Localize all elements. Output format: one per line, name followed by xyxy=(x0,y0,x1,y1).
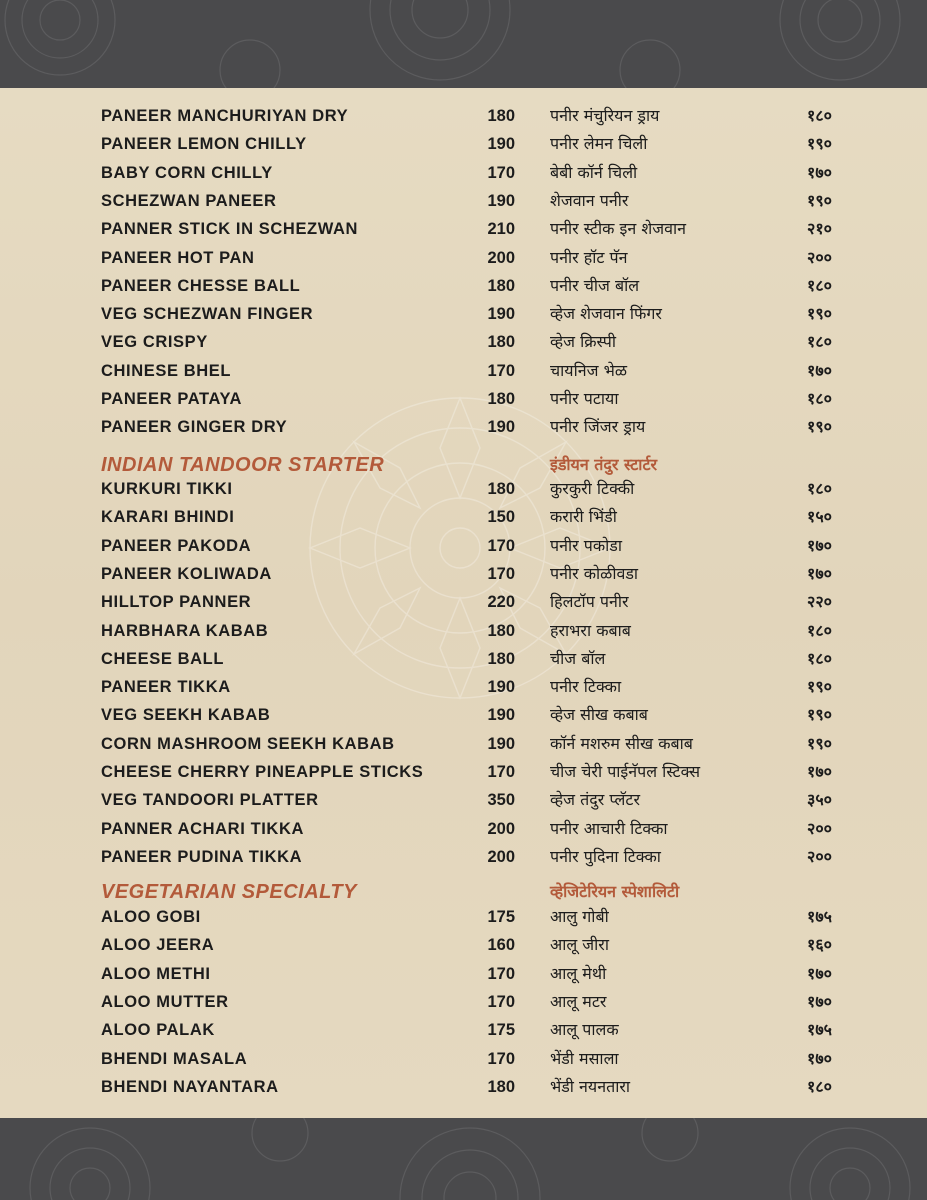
menu-item-row xyxy=(0,730,927,758)
menu-item-row xyxy=(0,475,927,503)
item-name-hi: चीज चेरी पाईनॅपल स्टिक्स xyxy=(550,762,701,781)
item-price: 180 xyxy=(487,1077,515,1096)
item-price-hi: १९० xyxy=(807,705,832,725)
menu-item-row xyxy=(0,159,927,187)
item-price-hi: १९० xyxy=(807,733,832,753)
item-price: 170 xyxy=(487,564,515,583)
menu-page xyxy=(0,88,927,1118)
item-name-en: CHINESE BHEL xyxy=(101,361,232,380)
item-price: 160 xyxy=(487,936,515,955)
item-name-en: ALOO METHI xyxy=(101,964,211,983)
section-title-en: VEGETARIAN SPECIALTY xyxy=(101,881,357,903)
item-name-hi: पनीर पकोडा xyxy=(550,535,622,555)
item-price: 220 xyxy=(487,593,515,612)
item-name-hi: व्हेज तंदुर प्लॅटर xyxy=(550,790,640,810)
item-price: 210 xyxy=(487,220,515,239)
item-price-hi: १७० xyxy=(807,535,832,555)
item-price: 190 xyxy=(487,418,515,437)
item-price: 170 xyxy=(487,992,515,1011)
item-name-hi: व्हेज क्रिस्पी xyxy=(550,332,616,352)
item-price: 190 xyxy=(487,678,515,697)
item-name-en: PANEER KOLIWADA xyxy=(101,564,272,583)
item-name-hi: पनीर टिक्का xyxy=(550,677,622,697)
item-name-hi: चीज बॉल xyxy=(550,648,606,668)
item-price: 190 xyxy=(487,305,515,324)
item-name-hi: पनीर जिंजर ड्राय xyxy=(550,417,646,437)
item-price: 200 xyxy=(487,248,515,267)
item-price: 190 xyxy=(487,191,515,210)
item-price: 170 xyxy=(487,536,515,555)
item-name-en: PANEER GINGER DRY xyxy=(101,418,288,437)
menu-item-row xyxy=(0,385,927,413)
item-price-hi: १७० xyxy=(807,963,832,983)
item-price-hi: २०० xyxy=(807,247,832,267)
menu-item-row xyxy=(0,1016,927,1044)
item-name-hi: आलू पालक xyxy=(550,1020,619,1040)
item-name-hi: आलू मटर xyxy=(550,991,607,1011)
item-name-hi: चायनिज भेळ xyxy=(550,360,627,380)
item-name-hi: भेंडी मसाला xyxy=(550,1048,619,1068)
item-name-en: SCHEZWAN PANEER xyxy=(101,191,277,210)
menu-item-row xyxy=(0,701,927,729)
item-price-hi: १६० xyxy=(807,935,832,955)
item-name-hi: भेंडी नयनतारा xyxy=(550,1076,631,1096)
item-name-hi: पनीर कोळीवडा xyxy=(550,563,639,583)
menu-item-row xyxy=(0,300,927,328)
item-price: 350 xyxy=(487,791,515,810)
item-price-hi: १९० xyxy=(807,417,832,437)
item-name-hi: करारी भिंडी xyxy=(550,507,617,527)
menu-item-row xyxy=(0,988,927,1016)
menu-item-row xyxy=(0,645,927,673)
item-price-hi: १९० xyxy=(807,304,832,324)
item-price: 190 xyxy=(487,706,515,725)
menu-item-row xyxy=(0,617,927,645)
menu-item-row xyxy=(0,843,927,871)
menu-item-row xyxy=(0,503,927,531)
item-name-hi: पनीर लेमन चिली xyxy=(550,134,648,154)
item-price-hi: ३५० xyxy=(807,790,832,810)
menu-item-row xyxy=(0,960,927,988)
item-price-hi: १८० xyxy=(807,620,832,640)
menu-item-row xyxy=(0,673,927,701)
menu-item-row xyxy=(0,758,927,786)
item-name-en: PANEER TIKKA xyxy=(101,678,231,697)
item-price: 190 xyxy=(487,135,515,154)
item-price-hi: १७५ xyxy=(807,1020,832,1040)
item-price-hi: १९० xyxy=(807,134,832,154)
item-price-hi: १८० xyxy=(807,479,832,498)
item-name-en: HARBHARA KABAB xyxy=(101,621,269,640)
menu-item-row xyxy=(0,931,927,959)
item-name-hi: पनीर पुदिना टिक्का xyxy=(550,846,661,866)
menu-item-row xyxy=(0,215,927,243)
item-name-en: PANEER HOT PAN xyxy=(101,248,255,267)
item-price-hi: २२० xyxy=(807,592,832,612)
menu-item-row xyxy=(0,1073,927,1101)
item-price-hi: १८० xyxy=(807,275,832,295)
item-name-hi: हिलटॉप पनीर xyxy=(550,592,629,612)
item-price: 180 xyxy=(487,480,515,498)
menu-item-row xyxy=(0,102,927,130)
item-name-hi: पनीर चीज बॉल xyxy=(550,275,640,295)
menu-item-row xyxy=(0,588,927,616)
item-price: 170 xyxy=(487,163,515,182)
item-price-hi: १७० xyxy=(807,762,832,781)
section-title-hi: व्हेजिटेरियन स्पेशालिटी xyxy=(550,882,680,901)
item-name-hi: पनीर मंचुरियन ड्राय xyxy=(550,106,660,125)
item-name-en: PANEER PATAYA xyxy=(101,390,243,408)
item-name-en: ALOO JEERA xyxy=(101,936,215,955)
item-price: 170 xyxy=(487,361,515,380)
section-heading xyxy=(0,450,927,478)
menu-item-row xyxy=(0,903,927,931)
item-price: 190 xyxy=(487,734,515,753)
menu-item-row xyxy=(0,244,927,272)
item-name-hi: पनीर स्टीक इन शेजवान xyxy=(550,219,687,239)
item-price-hi: १७० xyxy=(807,991,832,1011)
item-price-hi: १९० xyxy=(807,190,832,210)
item-name-hi: कॉर्न मशरुम सीख कबाब xyxy=(550,733,693,753)
item-name-en: KARARI BHINDI xyxy=(101,508,235,527)
item-name-hi: पनीर हॉट पॅन xyxy=(550,247,628,267)
item-price-hi: १७० xyxy=(807,162,832,182)
item-name-en: PANNER ACHARI TIKKA xyxy=(101,819,304,838)
menu-item-row xyxy=(0,413,927,441)
item-price-hi: २०० xyxy=(807,846,832,866)
top-decorative-band xyxy=(0,0,927,88)
item-price-hi: १८० xyxy=(807,332,832,352)
item-name-en: PANEER CHESSE BALL xyxy=(101,276,301,295)
menu-item-row xyxy=(0,815,927,843)
mandala-pattern-top xyxy=(0,0,927,88)
item-price: 180 xyxy=(487,107,515,125)
item-price-hi: २०० xyxy=(807,818,832,838)
item-price: 200 xyxy=(487,847,515,866)
item-name-en: PANEER LEMON CHILLY xyxy=(101,135,307,154)
menu-item-row xyxy=(0,272,927,300)
item-price-hi: १८० xyxy=(807,106,832,125)
item-price-hi: १७० xyxy=(807,1048,832,1068)
item-name-hi: आलू जीरा xyxy=(550,935,609,955)
item-price: 180 xyxy=(487,621,515,640)
menu-item-row xyxy=(0,357,927,385)
item-price: 170 xyxy=(487,964,515,983)
item-price: 150 xyxy=(487,508,515,527)
item-price: 175 xyxy=(487,908,515,926)
item-name-hi: बेबी कॉर्न चिली xyxy=(550,162,638,182)
menu-item-row xyxy=(0,786,927,814)
item-price-hi: १७५ xyxy=(807,907,832,926)
item-price: 180 xyxy=(487,390,515,408)
item-price: 170 xyxy=(487,763,515,781)
item-name-en: KURKURI TIKKI xyxy=(101,480,233,498)
item-name-en: VEG SCHEZWAN FINGER xyxy=(101,305,314,324)
mandala-pattern-bottom xyxy=(0,1118,927,1200)
item-name-en: PANEER PUDINA TIKKA xyxy=(101,847,303,866)
item-name-en: BHENDI NAYANTARA xyxy=(101,1077,279,1096)
section-title-en: INDIAN TANDOOR STARTER xyxy=(101,454,385,476)
item-name-en: CHEESE BALL xyxy=(101,649,225,668)
item-name-hi: आलू मेथी xyxy=(550,963,607,983)
item-name-en: CORN MASHROOM SEEKH KABAB xyxy=(101,734,395,753)
item-name-hi: पनीर पटाया xyxy=(550,389,619,408)
item-name-hi: कुरकुरी टिक्की xyxy=(550,479,635,498)
menu-item-row xyxy=(0,130,927,158)
item-price: 180 xyxy=(487,333,515,352)
item-name-en: VEG TANDOORI PLATTER xyxy=(101,791,319,810)
menu-item-row xyxy=(0,560,927,588)
item-price: 200 xyxy=(487,819,515,838)
item-name-en: BHENDI MASALA xyxy=(101,1049,248,1068)
menu-item-row xyxy=(0,1045,927,1073)
menu-item-row xyxy=(0,187,927,215)
item-name-hi: व्हेज सीख कबाब xyxy=(550,705,648,725)
item-name-hi: हराभरा कबाब xyxy=(550,620,631,640)
item-price: 180 xyxy=(487,276,515,295)
bottom-decorative-band xyxy=(0,1118,927,1200)
item-price-hi: १८० xyxy=(807,1076,832,1096)
item-name-en: VEG SEEKH KABAB xyxy=(101,706,271,725)
section-title-hi: इंडीयन तंदुर स्टार्टर xyxy=(550,455,658,474)
item-price-hi: २१० xyxy=(807,219,832,239)
item-name-en: PANEER MANCHURIYAN DRY xyxy=(101,107,349,125)
item-name-en: CHEESE CHERRY PINEAPPLE STICKS xyxy=(101,763,424,781)
section-heading xyxy=(0,877,927,905)
menu-item-row xyxy=(0,328,927,356)
item-name-en: PANNER STICK IN SCHEZWAN xyxy=(101,220,359,239)
item-price: 180 xyxy=(487,649,515,668)
item-price-hi: १८० xyxy=(807,389,832,408)
item-price: 175 xyxy=(487,1021,515,1040)
item-name-hi: व्हेज शेजवान फिंगर xyxy=(550,304,662,324)
item-price-hi: १७० xyxy=(807,360,832,380)
item-name-en: VEG CRISPY xyxy=(101,333,208,352)
item-price-hi: १७० xyxy=(807,563,832,583)
item-price-hi: १८० xyxy=(807,648,832,668)
item-name-en: HILLTOP PANNER xyxy=(101,593,252,612)
item-price-hi: १५० xyxy=(807,507,832,527)
item-name-en: ALOO PALAK xyxy=(101,1021,215,1040)
item-name-hi: आलु गोबी xyxy=(550,907,609,926)
item-name-en: BABY CORN CHILLY xyxy=(101,163,273,182)
item-name-en: PANEER PAKODA xyxy=(101,536,252,555)
item-name-en: ALOO MUTTER xyxy=(101,992,229,1011)
item-price-hi: १९० xyxy=(807,677,832,697)
item-name-en: ALOO GOBI xyxy=(101,908,201,926)
item-price: 170 xyxy=(487,1049,515,1068)
menu-item-row xyxy=(0,532,927,560)
item-name-hi: शेजवान पनीर xyxy=(550,190,629,210)
item-name-hi: पनीर आचारी टिक्का xyxy=(550,818,668,838)
